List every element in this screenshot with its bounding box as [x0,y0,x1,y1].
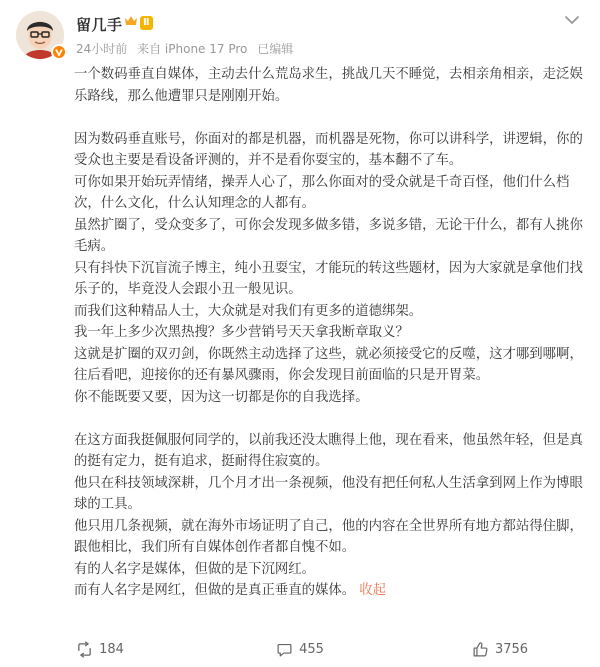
comment-icon [276,641,293,658]
post-paragraph: 我一年上多少次黑热搜？多少营销号天天拿我断章取义？ [74,325,409,340]
post-paragraph: 而我们这种精品人士，大众就是对我们有更多的道德绑架。 [74,303,423,319]
edited-label: 已编辑 [257,42,294,56]
post-paragraph: 只有抖快下沉盲流子博主，纯小丑耍宝，才能玩的转这些题材，因为大家就是拿他们找乐子的，毕竟没人会跟小丑一般见识。 [74,260,583,297]
repost-icon [76,641,93,658]
post-content [74,64,590,602]
post-paragraph: 这就是扩圈的双刃剑，你既然主动选择了这些，就必须接受它的反噬，这才哪到哪啊，往后看吧，迎接你的还有暴风骤雨，你会发现目前面临的只是开胃菜。 [74,346,583,383]
repost-button[interactable] [0,641,200,658]
paragraph-gap [74,408,590,430]
level-badge: Ⅱ [140,16,153,30]
post-paragraph: 有的人名字是媒体，但做的是下沉网红。 [74,561,316,577]
action-bar [0,632,600,667]
post-last-text: 而有人名字是网红，但做的是真正垂直的媒体。 [74,583,356,598]
post-meta [76,40,299,57]
paragraph-gap [74,107,590,129]
post-paragraph: 因为数码垂直账号，你面对的都是机器，而机器是死物，你可以讲科学，讲逻辑，你的受众也主要是看设备评测的，并不是看你耍宝的，基本翻不了车。 [74,131,583,168]
post-paragraph: 他只用几条视频，就在海外市场证明了自己，他的内容在全世界所有地方都站得住脚，跟他相比，我们所有自媒体创作者都自愧不如。 [74,518,583,555]
chevron-down-icon[interactable] [560,8,584,32]
post-paragraph: 在这方面我挺佩服何同学的，以前我还没太瞧得上他，现在看来，他虽然年轻，但是真的挺有定力，挺有追求，挺耐得住寂寞的。 [74,432,583,469]
thumbs-up-icon [472,641,489,658]
crown-icon [124,14,138,28]
like-count: 3756 [494,642,529,657]
collapse-link[interactable]: 收起 [359,583,386,598]
post-paragraph: 你不能既要又要，因为这一切都是你的自我选择。 [74,389,369,405]
post-source: 来自 iPhone 17 Pro [137,42,248,56]
post-time[interactable]: 24小时前 [76,42,128,56]
post-paragraph: 他只在科技领域深耕，几个月才出一条视频，他没有把任何私人生活拿到网上作为博眼球的工具。 [74,475,583,512]
author-name[interactable]: 留几手 [76,16,123,34]
like-button[interactable] [400,641,600,658]
post-paragraph: 一个数码垂直自媒体，主动去什么荒岛求生，挑战几天不睡觉，去相亲角相亲，走泛娱乐路线，那么他遭罪只是刚刚开始。 [74,67,583,104]
post-paragraph: 虽然扩圈了，受众变多了，可你会发现多做多错，多说多错，无论干什么，都有人挑你毛病。 [74,217,583,254]
post-last-line [74,580,590,602]
comment-count: 455 [299,642,324,657]
verified-badge-icon [51,44,67,60]
comment-button[interactable] [200,641,400,658]
post-paragraph: 可你如果开始玩弄情绪，操弄人心了，那么你面对的受众就是千奇百怪，他们什么档次，什么文化，什么认知理念的人都有。 [74,174,570,211]
repost-count: 184 [99,642,124,657]
